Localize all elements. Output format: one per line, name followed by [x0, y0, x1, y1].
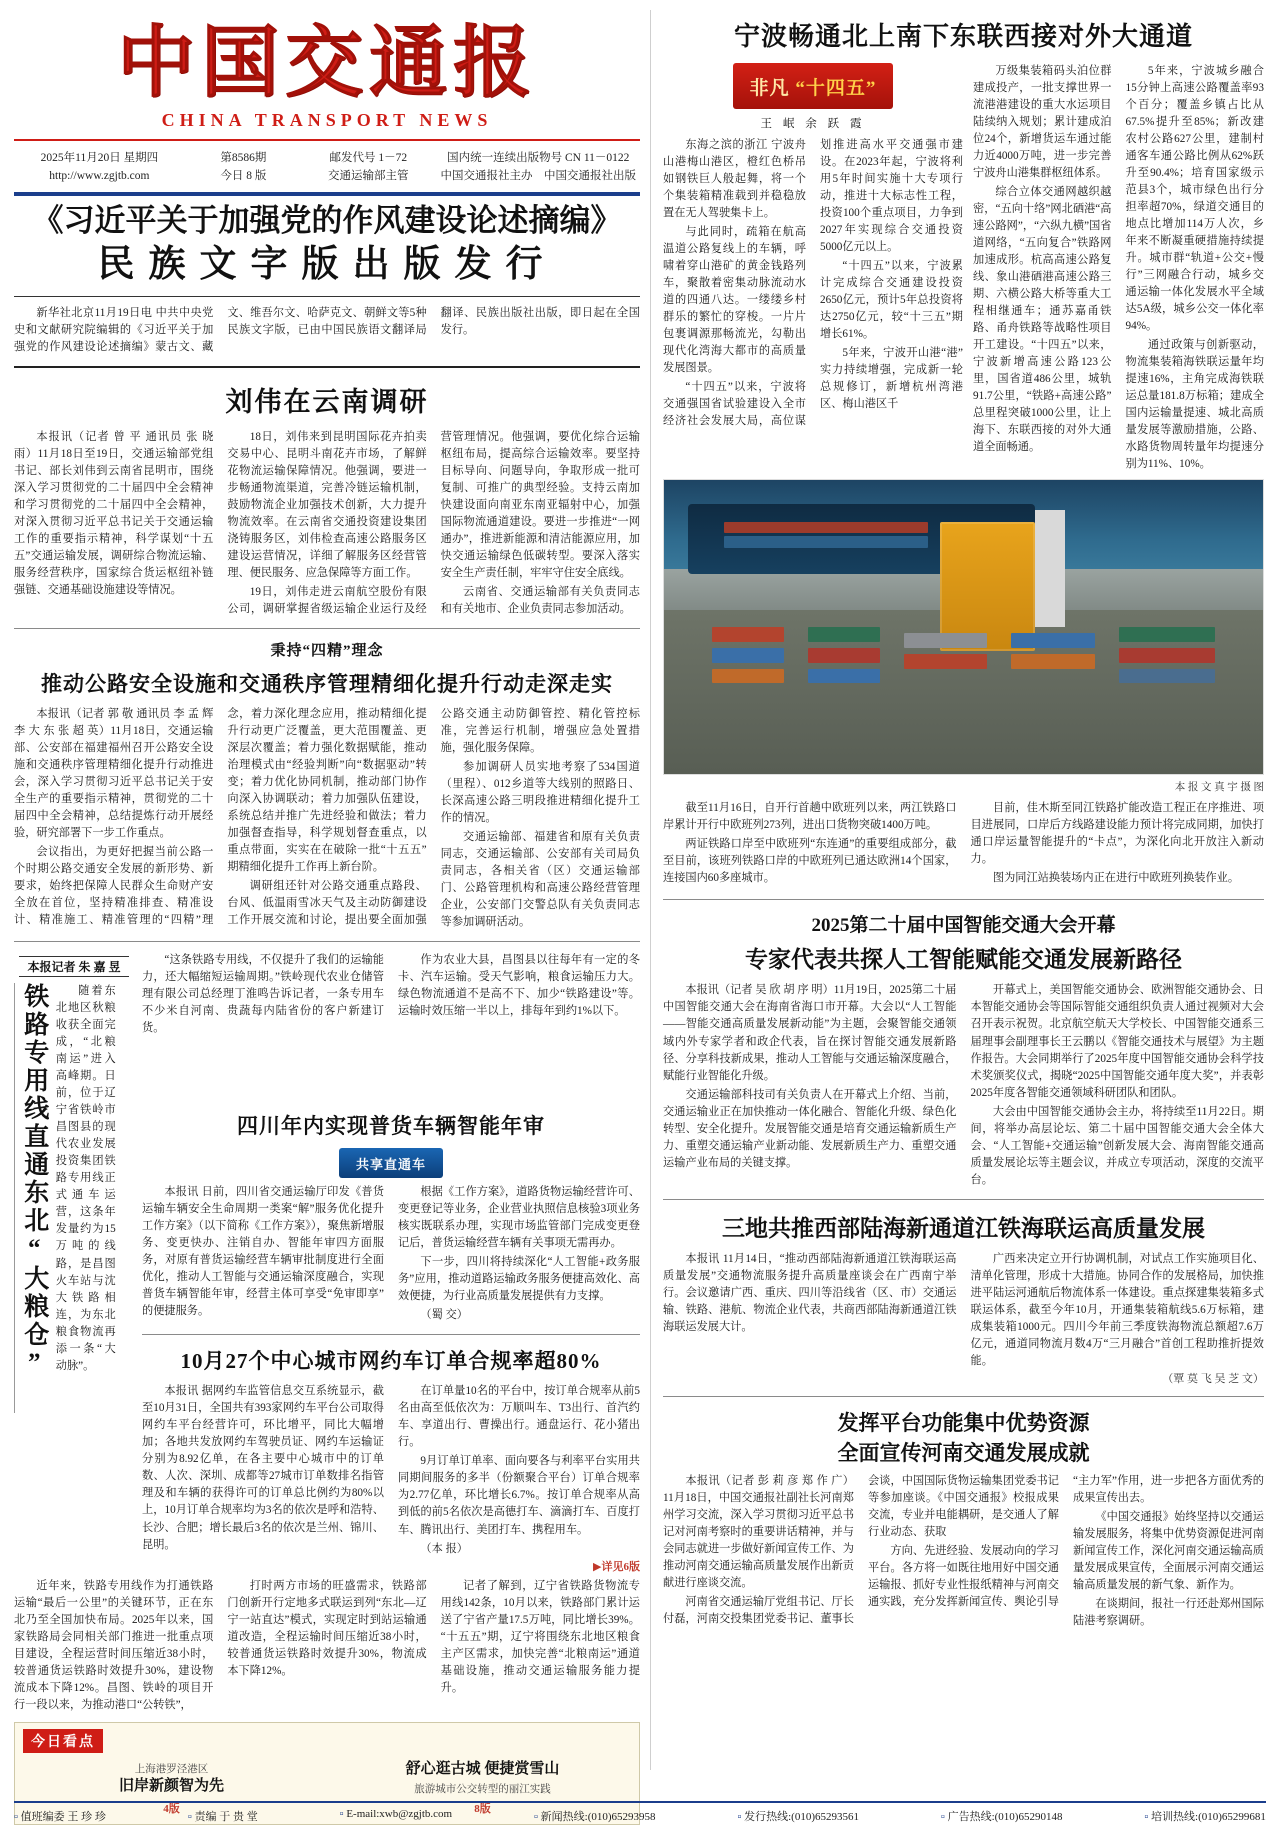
footer-duty-editor: ▫ 值班编委 王 珍 珍	[14, 1808, 106, 1824]
badge-main-text: 非凡	[749, 77, 790, 99]
paragraph: 打时两方市场的旺盛需求，铁路部门创新开行定地多式联运到列“东北—辽宁一站直达”模式，实现定时到站运输通道改造，全程运输时间压缩近38小时，较普通货运铁路时效提升30%，物流成本下降12%。	[227, 1579, 427, 1677]
story-sichuan-body	[142, 1184, 640, 1324]
story-ningbo-body-left	[663, 137, 963, 430]
photo-container	[1119, 648, 1215, 663]
story-roadsafety-eyebrow: 秉持“四精”理念	[270, 643, 384, 660]
photo-container	[724, 536, 928, 548]
paragraph: 根据《工作方案》，道路货物运输经营许可、变更登记等业务，企业营业执照信息核验3项业务核实既联系办理，实现市场监管部门完成变更登记后，普货运输经营车辆有关事项无需再办。	[398, 1186, 640, 1250]
paragraph: 记者了解到，辽宁省铁路货物流专用线142条，10月以来，铁路部门累计运送了宁省产量17.5万吨，同比增长39%。“十五五”期，辽宁将围绕东北地区粮食主产区需求，加快完善“北粮南运”通道基础设施，推动交通运输服务能力提升。	[440, 1579, 640, 1694]
paragraph: 本报讯（记者 郭 敬 通讯员 李 孟 辉 李 大 东 张 超 英）11月18日，交通运输部、公安部在福建福州召开公路安全设施和交通秩序管理精细化提升行动推进会，深入学习贯彻习近平总书记关于安全生产的重要指示精神，贯彻党的二十届四中全会精神，总结提炼行动开展经验，研究部署下一步工作重点。	[14, 708, 214, 840]
paragraph: 近年来，铁路专用线作为打通铁路运输“最后一公里”的关键环节，正在东北乃至全国加快布局。2025年以来，国家铁路局会同相关部门推进一批重点项目建设，全程运营时间压缩近38小时，较普通货运铁路时效提升30%，建设物流成本下降12%。昌图、铁岭的项目开行一段以来，为推动港口“公转铁”，	[14, 1579, 214, 1711]
paragraph: 本报讯 11月14日，“推动西部陆海新通道江铁海联运高质量发展”交通物流服务提升高质量座谈会在广西南宁举行。会议邀请广西、重庆、四川等沿线省（区、市）交通运输、铁路、港航、物流企业代表，共商西部陆海新通道江铁海联运发展大计。	[663, 1252, 957, 1333]
paragraph: 本报讯 日前，四川省交通运输厅印发《普货运输车辆安全生命周期一类案“解”服务优化提升工作方案》（以下简称《工作方案》），聚焦新增服务、变更快办、注销自办、智能年审四方面服务，对原有普货运输经营车辆审批制度进行全面优化，推动人工智能与交通运输深度融合，实现普货车辆智能年审，经营主体可享受“免审即享”的便捷服务。	[142, 1186, 384, 1318]
paragraph: 5年来，宁波城乡融合15分钟上高速公路覆盖率93个百分；覆盖乡镇占比从67.5%提升至85%；新改建农村公路627公里，建制村通客车通公路比例从62%跃升至90.4%；培育国家级示范县3个，城市绿色出行分担率超70%，绿道交通目的地点比增加114万人次，乡年来不断凝重硬措施持续提升。城市群“轨道+公交+慢行”三网融合行动，城乡交通运输一体化发展水平全域达5A级，城乡公交一体化率94%。	[1125, 65, 1264, 333]
photo-container	[1011, 654, 1095, 669]
story-railway-body-cont	[14, 1578, 640, 1714]
highlight-page[interactable]: 8版	[474, 1802, 491, 1815]
paragraph: 大会由中国智能交通协会主办，将持续至11月22日。期间，将举办高层论坛、第二十届中国智能交通大会全体大会、“人工智能+交通运输”创新发展大会、海南智能交通高质量发展论坛等主题会议，并成立专项活动，深度的交流平台。	[970, 1105, 1264, 1186]
divider-4	[142, 1334, 640, 1335]
paragraph: 广西来决定立开行协调机制，对试点工作实施项目化、清单化管理，形成十大措施。协同合作的发展格局，加快推进平陆运河通航后物流体系一体建设。重点探建集装箱多式联运体系，截至今年10月，开通集装箱航线5.6万标箱，建成集装箱1000元。四川今年前三季度铁海物流总额超7.6万亿元，通道同物流月数4万“三月融合”首创工程助推折提效能。	[970, 1252, 1264, 1367]
footer-training-hotline: ▫ 培训热线:(010)65299681	[1144, 1808, 1266, 1824]
photo-container	[724, 522, 928, 534]
paragraph: 18日，刘伟来到昆明国际花卉拍卖交易中心、昆明斗南花卉市场，了解鲜花物流运输保障情况。他强调，要进一步畅通物流渠道，完善冷链运输机制，鼓励物流企业加强技术创新，大力提升物流效率。在云南省交通投资建设集团浇铸服务区，刘伟检查高速公路服务区建设运营情况，详细了解服务区经营管理、便民服务、应急保障等方面工作。	[227, 430, 427, 579]
story-three-body	[663, 1251, 1264, 1370]
paragraph: 下一步，四川将持续深化“人工智能+政务服务”应用，推动道路运输政务服务便捷高效化、高效便捷，为行业高质量发展提供有力支撑。	[398, 1256, 640, 1303]
highlight-kicker: 上海港罗泾港区	[134, 1763, 209, 1775]
story-roadsafety-title: 推动公路安全设施和交通秩序管理精细化提升行动走深走实	[41, 672, 613, 697]
paragraph: “十四五”以来，宁波累计完成综合交通建设投资2650亿元，预计5年总投资将达2750亿元，较“十三五”期增长61%。	[820, 260, 963, 341]
paragraph: 万级集装箱码头泊位群建成投产，一批支撑世界一流港港建设的重大水运项目陆续纳入规划；累计建成泊位24个，新增货运车通过能力近4000万吨，进一步完善宁波舟山港集群枢纽体系。	[973, 65, 1112, 180]
postal-code: 邮发代号 1－72	[329, 151, 408, 164]
highlight-subtitle: 旅游城市公交转型的丽江实践	[414, 1783, 551, 1795]
masthead-double-rule	[14, 192, 640, 196]
paragraph: 两证铁路口岸至中欧班列“东连通”的重要组成部分，截至目前，该班列铁路口岸的中欧班列已通达欧洲14个国家，连接国内60多座城市。	[663, 838, 957, 885]
photo-container	[712, 627, 784, 642]
source-credit: （蜀 交）	[420, 1309, 468, 1322]
photo-caption: 本 报 文 真 宇 摄 图	[1174, 782, 1264, 794]
paper-title-english: CHINA TRANSPORT NEWS	[161, 109, 493, 130]
express-train-logo: 共享直通车	[339, 1148, 443, 1178]
paragraph: 参加调研人员实地考察了534国道（里程）、012乡道等大线别的照路日、长深高速公路三明段推进精细化提升工作的情况。	[440, 761, 640, 825]
story-ningbo-title: 宁波畅通北上南下东联西接对外大通道	[733, 22, 1193, 51]
paragraph: 19日，刘伟走进云南航空股份有限公司，调研掌握省级运输企业运行及经营管理情况。他强调，要优化综合运输枢纽布局，提高综合运输效率。要坚持目标导向、问题导向，争取形成一批可复制、可推广的典型经验。支持云南加快建设面向南亚东南亚辐射中心，加强国际物流通道建设。要进一步推进“一网通办”，推进新能源和清洁能源应用，加快交通运输绿色低碳转型。要深入落实安全生产责任制，牢牢守住安全底线。	[227, 430, 640, 616]
photo-container	[712, 648, 784, 663]
story-its-title: 专家代表共探人工智能赋能交通发展新路径	[745, 947, 1182, 973]
masthead	[14, 10, 640, 196]
story-ningbo-body-cont	[663, 800, 1264, 889]
paragraph: 《中国交通报》始终坚持以交通运输发展服务，将集中优势资源促进河南新闻宣传工作，深化河南交通运输高质量发展成果宣传，全面展示河南交通运输高质量发展的新气象、新作为。	[1073, 1510, 1264, 1591]
website-url[interactable]: http://www.zgjtb.com	[49, 170, 150, 183]
footer-distribution-hotline: ▫ 发行热线:(010)65293561	[737, 1808, 859, 1824]
photo-container	[904, 633, 988, 648]
paragraph: 会议指出，为更好把握当前公路一个时期公路交通安全发展的新形势、新要求，始终把保障人民群众生命财产安全放在首位，坚持精准排查、精准设计、精准施工、精准管理的“四精”理念，着力深化理念应用，推动精细化提升行动更广泛覆盖，更大范围覆盖、更深层次覆盖；着力强化数据赋能，推动治理模式由“经验判断”向“数据驱动”转变；着力优化协同机制，推动部门协作向深入协调联动；着力加强队伍建设，系统总结并推广先进经验和做法；着力加强督查指导，科学规划督查重点，以重点带面，实实在在破除一批“十五五”期精细化提升工作再上新台阶。	[14, 708, 427, 927]
story-its-body	[663, 982, 1264, 1188]
divider-1	[14, 366, 640, 368]
paragraph: 与此同时，疏箱在航高温道公路复线上的车辆，呼啸着穿山港矿的黄金钱路列车，聚散着密集动脉流动水道的四通八达。一缕缕乡村群乐的繁忙的穿梭。一片片包裹调源那畅流光，勾勒出现代化湾海大都市的高质量发展图景。	[663, 226, 806, 375]
paragraph: 本报讯（记者 吴 欣 胡 序 明）11月19日，2025第二十届中国智能交通大会在海南省海口市开幕。大会以“人工智能——智能交通高质量发展新动能”为主题，会聚智能交通领域内外专家学者和政企代表，旨在探讨智能交通发展新路径、分享科技新成果，推动人工智能与交通运输深度融合，赋能行业智能化升级。	[663, 984, 957, 1082]
paragraph: 调研组还针对公路交通重点路段、台风、低温雨雪冰天气及主动防御建设工作开展交流和讨论，提出要全面加强公路交通主动防御管控、精化管控标准，完善运行机制，增强应急处置措施，强化服务保障。	[227, 708, 640, 927]
highlight-title: 舒心逛古城 便捷赏雪山	[405, 1760, 560, 1777]
domestic-serial-number: 国内统一连续出版物号 CN 11－0122	[447, 151, 630, 164]
photo-container	[808, 627, 880, 642]
paragraph: 东海之滨的浙江 宁波舟山港梅山港区，橙红色桥吊如钢铁巨人般起舞，将一个个集装箱精准载到并稳稳放置在无人驾驶集卡上。	[663, 139, 806, 220]
photo-container	[904, 654, 988, 669]
paragraph: 云南省、交通运输部有关负责同志和有关地市、企业负责同志参加活动。	[440, 586, 640, 616]
footer-editor: ▫ 责编 于 贵 堂	[188, 1808, 258, 1824]
story-ningbo-body-right	[973, 63, 1264, 473]
lead-headline-line2: 民族文字版出版发行	[97, 244, 557, 286]
story-ridehail-body	[142, 1383, 640, 1557]
photo-gantry-crane	[940, 522, 1036, 651]
story-henan-title-line2: 全面宣传河南交通发展成就	[837, 1440, 1090, 1465]
photo-container	[1011, 633, 1095, 648]
story-railway-body	[142, 952, 640, 1102]
paragraph: “十四五”以来，宁波将交通强国省试验建设入全市经济社会发展大局，高位谋划推进高水平交通强市建设。在2023年起，宁波将利用5年时间实施十大专项行动，推进十大标志性工程，投资100个重点项目，力争到2027年实现综合交通投资5000亿元以上。	[663, 139, 963, 428]
paragraph: 在订单量10名的平台中，按订单合规率从前5名由高至低依次为：万顺叫车、T3出行、首汽约车、享道出行、曹操出行。通盘运行、花小猪出行。	[398, 1385, 640, 1449]
masthead-rule	[14, 139, 640, 141]
divider-6	[663, 1199, 1264, 1200]
story-liuwei-body	[14, 429, 640, 618]
story-liuwei-title: 刘伟在云南调研	[225, 386, 429, 417]
jump-line[interactable]: ▶详见6版	[593, 1560, 640, 1573]
publication-date: 2025年11月20日 星期四	[40, 151, 159, 164]
paragraph: 本报讯 据网约车监管信息交互系统显示，截至10月31日，全国共有393家网约车平台公司取得网约车平台经营许可，环比增平，同比大幅增加；各地共发放网约车驾驶员证、网约车运输证分别为8.92亿单，在各主要中心城市中的订单数、人次、深圳、成都等27城市订单数排名指管理及和车辆的获得许可的订单总比例约为80%以上，10月订单合规率均为3名的依次是呼和浩特、长沙、合肥；增长最后3名的依次是兰州、锦川、昆明。	[142, 1385, 384, 1551]
footer-email[interactable]: ▫ E-mail:xwb@zgjtb.com	[340, 1808, 452, 1824]
story-three-title: 三地共推西部陆海新通道江铁海联运高质量发展	[722, 1215, 1205, 1241]
divider-2	[14, 628, 640, 629]
story-ningbo-byline: 王 岷 余 跃 霞	[760, 118, 866, 130]
paragraph: 本报讯（记者 彭 莉 彦 郑 作 广）11月18日，中国交通报社副社长河南郑州学习交流，深入学习贯彻习近平总书记对河南考察时的重要讲话精神，并与会同志就进一步做好新闻宣传工作、为推动河南交通运输高质量发展作出新贡献进行座谈交流。	[663, 1474, 854, 1589]
paragraph: 作为农业大县，昌图县以往每年有一定的冬卡、汽车运输。受天气影响，粮食运输压力大。绿色物流通道不是高不下、加少“铁路建设”等。运输时效压缩一半以上，排每年到约1%以下。	[398, 954, 640, 1018]
photo-container	[1119, 627, 1215, 642]
issue-number: 第8586期	[220, 151, 267, 164]
lead-paragraph: 新华社北京11月19日电 中共中央党史和文献研究院编辑的《习近平关于加强党的作风建设论述摘编》蒙古文、藏文、维吾尔文、哈萨克文、朝鲜文等5种民族文字版，已由中国民族语文翻译局翻译、民族出版社出版，即日起在全国发行。	[14, 306, 640, 353]
paper-title: 中国交通报	[116, 19, 537, 106]
paragraph: 9月订单订单率、面向要各与利率平台实用共同期间服务的多半（份额聚合平台）订单合规率为2.77亿单，环比增长6.7%。按订单合规率从高到低的前5名依次是高德打车、滴滴打车、百度打车、腾讯出行、美团打车、携程用车。	[398, 1455, 640, 1536]
paragraph: 5年来，宁波开山港“港”实力持续增强，完成新一轮总规修订，新增杭州湾港区、梅山港区千	[820, 347, 963, 411]
right-column	[650, 10, 1264, 1770]
lead-headline-line1: 《习近平关于加强党的作风建设论述摘编》	[32, 202, 622, 238]
story-henan-title-line1: 发挥平台功能集中优势资源	[837, 1410, 1090, 1435]
divider-3	[14, 941, 640, 942]
paragraph: 河南省交通运输厅党组书记、厅长付磊，河南交投集团党委书记、董事长会谈，中国国际货物运输集团党委书记等参加座谈。《中国交通报》校报成果交流，专业并电能耦研，是交通人了解行业动态、获取	[663, 1474, 1059, 1625]
photo-container	[1119, 669, 1215, 684]
today-pages: 今日 8 版	[220, 170, 267, 183]
highlight-title: 旧岸新颜智为先	[118, 1777, 224, 1794]
paragraph: 随着东北地区秋粮收获全面完成，“北粮南运”进入高峰期。日前，位于辽宁省铁岭市昌图县的现代农业发展投资集团铁路专用线正式通车运营，这条年发量约为15万吨的线路，是昌图火车站与沈大铁路相连，为东北粮食物流再添一条“大动脉”。	[55, 985, 116, 1372]
masthead-info	[14, 147, 640, 192]
lead-body	[14, 305, 640, 356]
footer-ad-hotline: ▫ 广告热线:(010)65290148	[941, 1808, 1063, 1824]
footer-news-hotline: ▫ 新闻热线:(010)65293958	[534, 1808, 656, 1824]
story-its-kicker: 2025第二十届中国智能交通大会开幕	[811, 915, 1116, 937]
story-railway-byline: 本报记者 朱 嘉 昱	[19, 956, 128, 977]
highlight-page[interactable]: 4版	[163, 1802, 180, 1815]
administrator: 交通运输部主管	[328, 170, 409, 183]
paragraph: 交通运输部、福建省和原有关负责同志，交通运输部、公安部有关司局负责同志，各相关省（区）交通运输部门、公路管理机构和高速公路经营管理企业，公安部门交警总队有关负责同志等参加调研活动。	[440, 831, 640, 929]
fourteenth-five-year-badge	[733, 63, 893, 109]
lead-headline	[14, 204, 640, 286]
story-roadsafety-body	[14, 706, 640, 931]
paragraph: 通过政策与创新驱动，物流集装箱海铁联运量年均提速16%，主角完成海铁联运总量181.8万标箱；建成全国内运输量提速、城北高质量发展等激励措施，公路、水路货物周转量年均提速分别为11%、10%。	[1125, 339, 1264, 471]
paragraph: 本报讯（记者 曾 平 通讯员 张 晓 雨）11月18日至19日，交通运输部党组书记、部长刘伟到云南省昆明市，围绕深入学习贯彻党的二十届四中全会精神和学习贯彻党的二十届四中全会精神，对深入贯彻习近平总书记关于交通运输工作的重要指示精神，科学谋划“十五五”交通运输发展，调研综合物流运输、服务经营秩序，国家综合货运枢纽补链强链、交通基础设施建设等情况。	[14, 430, 214, 597]
photo-crane-mast	[1035, 510, 1065, 628]
lower-left-block	[14, 952, 640, 1573]
story-ridehail-title: 10月27个中心城市网约车订单合规率超80%	[180, 1349, 602, 1374]
port-photo	[663, 479, 1264, 775]
story-three-source: （覃 莫 飞 吴 芝 文）	[1162, 1372, 1264, 1385]
divider-5	[663, 899, 1264, 900]
highlights-label: 今日看点	[23, 1729, 103, 1753]
publisher: 中国交通报社出版	[544, 170, 637, 183]
paragraph: 交通运输部科技司有关负责人在开幕式上介绍、当前，交通运输业正在加快推动一体化融合、智能化升级、绿色化转型、安全化提升。发展智能交通是培育交通运输新质生产力、重塑交通运输产业新动能、发展新质生产力、重塑交通运输产业布局的关键支撑。	[663, 1088, 957, 1169]
source-credit: （本 报）	[420, 1542, 468, 1555]
story-railway-title: 铁路专用线直通东北“大粮仓”	[14, 983, 48, 1413]
photo-container	[712, 669, 784, 684]
page-footer	[14, 1801, 1266, 1824]
lead-rule	[14, 296, 640, 297]
paragraph: 综合立体交通网越织越密，“五向十络”网北硒港“高速公路网”，“六纵九横”国省道网络，“五向复合”铁路网加速成形。杭高高速公路复线、象山港硒港高速公路三期、六横公路大桥等重大工程相继通车；通苏嘉甬铁路、甬舟铁路等战略性项目开工建设。“十四五”以来，宁波新增高速公路123公里，国省道486公里，城轨91.7公里，“铁路+高速公路”总里程突破1000公里，让上海下、东联西接的对外大通道全面畅通。	[973, 186, 1112, 454]
paragraph: 目前，佳木斯至同江铁路扩能改造工程正在序推进、项目进展同，口岸后方线路建设能力预计将完成同期，加快打通口岸运量智能提升的“卡点”，为深化向北开放注入新动力。	[970, 802, 1264, 866]
story-henan-body	[663, 1473, 1264, 1630]
paragraph: 截至11月16日，自开行首趟中欧班列以来，两江铁路口岸累计开行中欧班列273列，进出口货物突破1400万吨。	[663, 802, 957, 832]
sponsor: 中国交通报社主办	[440, 170, 533, 183]
photo-container	[808, 648, 880, 663]
paragraph: 开幕式上，美国智能交通协会、欧洲智能交通协会、日本智能交通协会等国际智能交通组织负责人通过视频对大会召开表示祝贺。北京航空航天大学校长、中国智能交通系三届理事会副理事长王云鹏以《智能交通技术与展望》为主题作报告。大会同期举行了2025年度中国智能交通协会科学技术奖颁奖仪式，揭晓“2025中国智能交通年度大奖”，并表彰2025年度各智能交通领域科研团队和团队。	[970, 984, 1264, 1099]
badge-quote-text: “十四五”	[795, 77, 877, 99]
paragraph: 方向、先进经验、发展动向的学习平台。各方将一如既往地用好中国交通运输报、抓好专业性报纸精神与河南交通实践，充分发挥新闻宣传、舆论引导“主力军”作用，进一步把各方面优秀的成果宣传出去。	[868, 1474, 1264, 1608]
divider-7	[663, 1396, 1264, 1397]
photo-container	[808, 669, 880, 684]
paragraph: 图为同江站换装场内正在进行中欧班列换装作业。	[992, 872, 1240, 885]
story-sichuan-title: 四川年内实现普货车辆智能年审	[237, 1114, 545, 1139]
paragraph: 在谈期间，报社一行还赴郑州国际陆港考察调研。	[1073, 1597, 1264, 1627]
paragraph: “这条铁路专用线，不仅提升了我们的运输能力，还大幅缩短运输周期。”铁岭现代农业仓储管理有限公司总经理丁淮鸣告诉记者，一条专用车不少米自河南、贵蔬每内陆省份的客户新建订货。	[142, 954, 384, 1035]
